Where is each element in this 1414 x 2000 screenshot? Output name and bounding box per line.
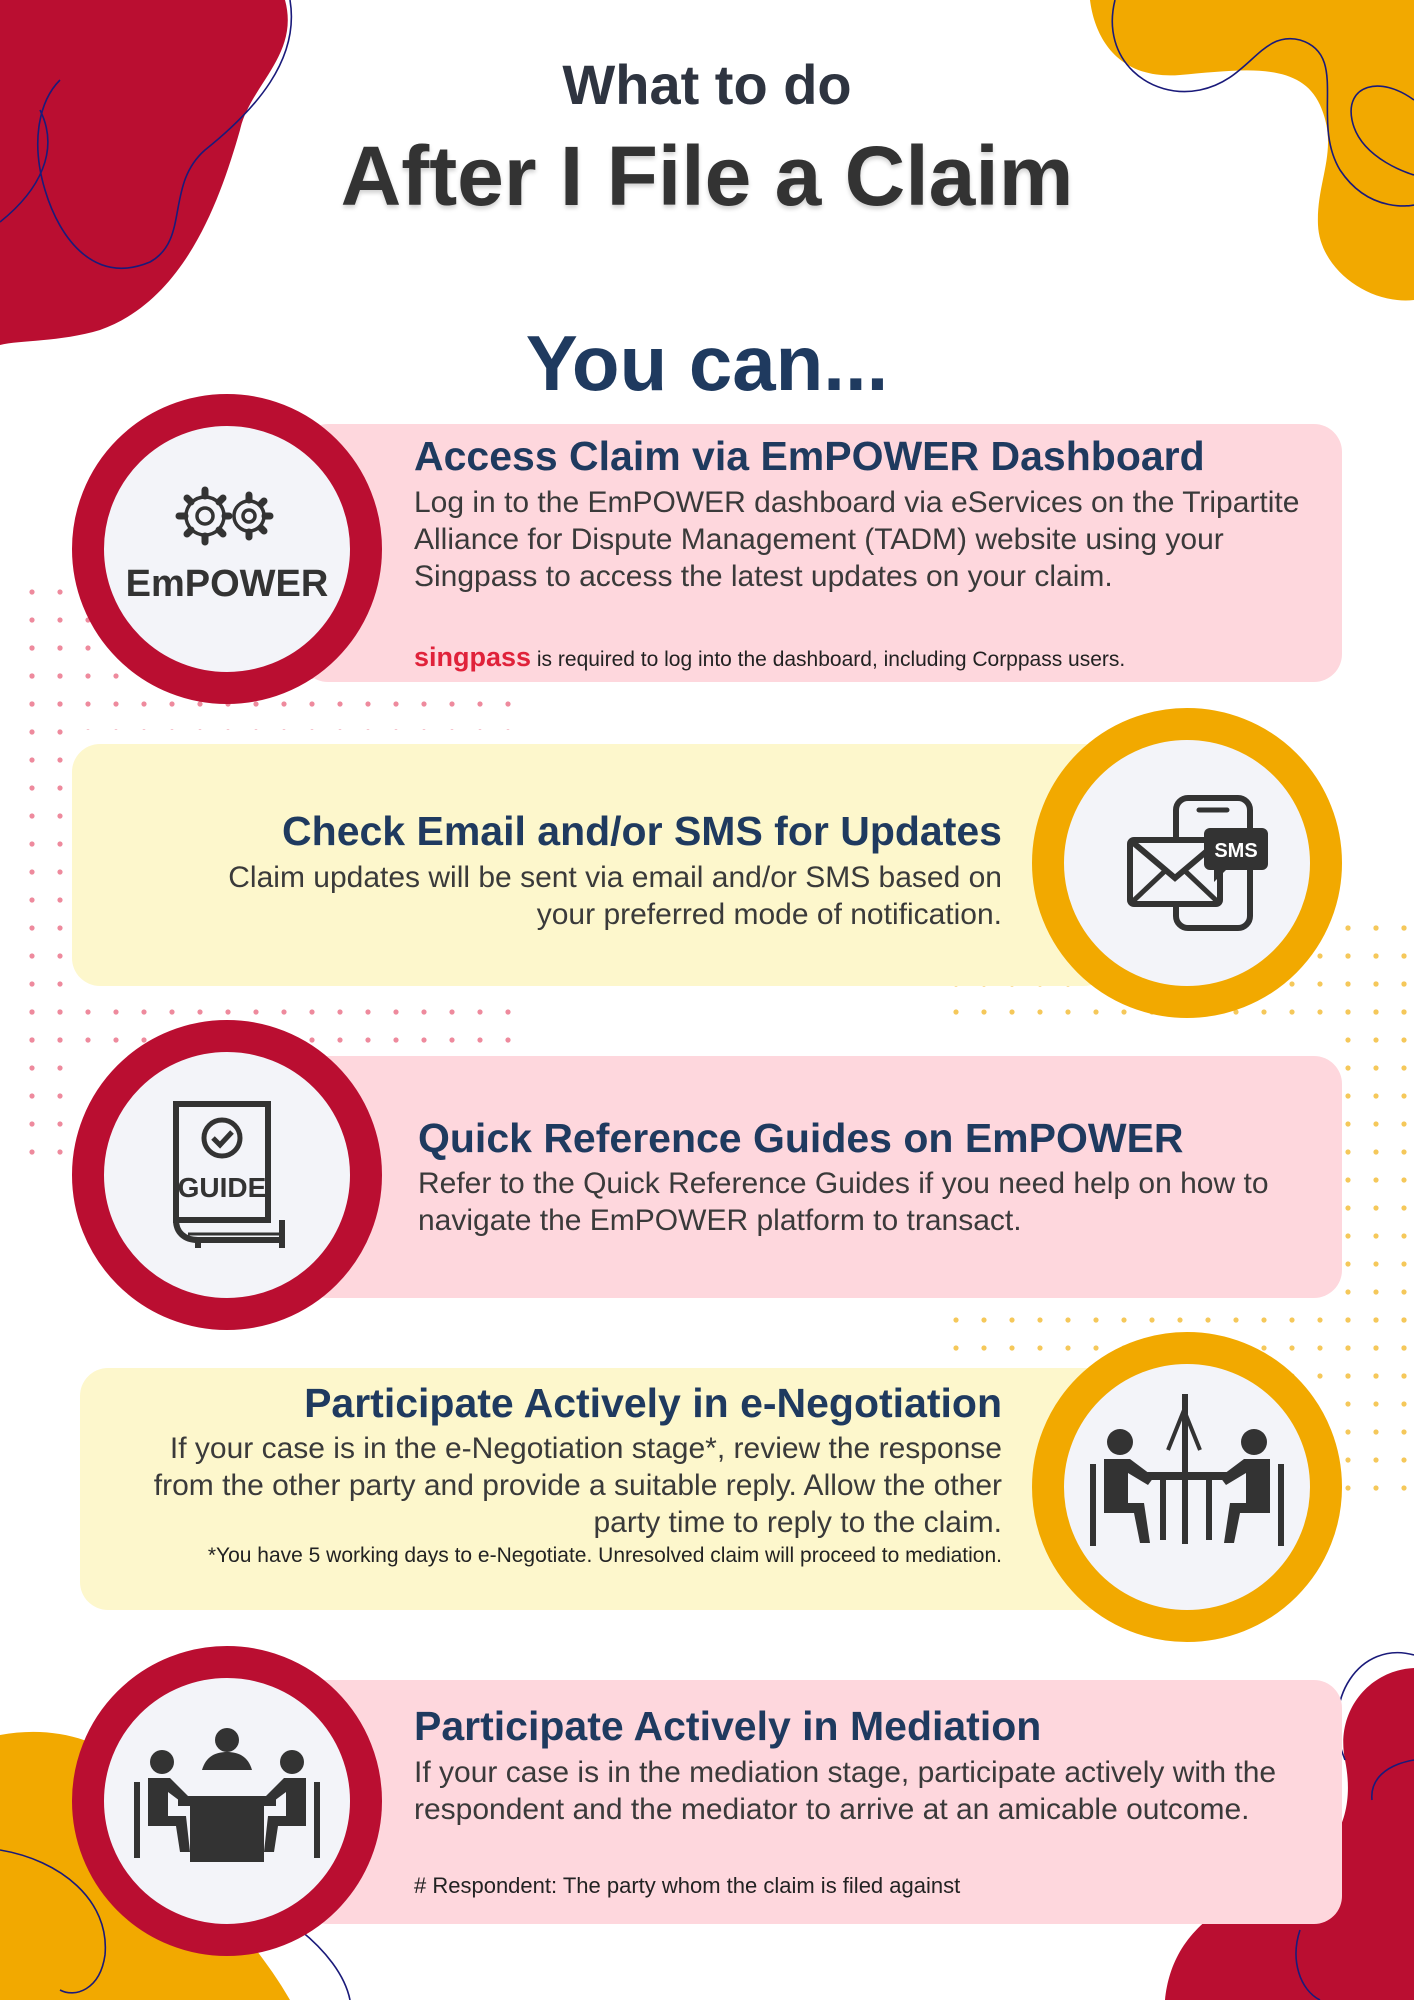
card-title: Access Claim via EmPOWER Dashboard — [414, 433, 1205, 479]
gears-icon — [104, 426, 350, 672]
email-sms-icon — [1064, 740, 1310, 986]
card-title: Check Email and/or SMS for Updates — [282, 808, 1002, 854]
card-body: Refer to the Quick Reference Guides if you need help on how to navigate the EmPOWER platform to transact. — [418, 1167, 1269, 1237]
card-body: Log in to the EmPOWER dashboard via eServices on the Tripartite Alliance for Dispute Management (TADM) website using your Singpass to access the latest updates on your claim. — [414, 486, 1300, 593]
singpass-note-text: is required to log into the dashboard, including Corppass users. — [536, 648, 1126, 671]
section-intro: You can... — [525, 319, 889, 407]
mediation-meeting-icon — [104, 1678, 350, 1924]
card-title: Quick Reference Guides on EmPOWER — [418, 1115, 1184, 1161]
sms-bubble-label: SMS — [1214, 840, 1258, 862]
page-kicker: What to do — [562, 53, 852, 116]
guide-icon-label: GUIDE — [177, 1172, 267, 1203]
empower-icon-ring — [72, 394, 382, 704]
card-title: Participate Actively in Mediation — [414, 1703, 1042, 1749]
guide-icon-ring — [72, 1020, 382, 1330]
card-body: If your case is in the mediation stage, participate actively with the respondent and the mediator to arrive at an amicable outcome. — [414, 1756, 1277, 1826]
page-title: After I File a Claim — [340, 129, 1074, 223]
guide-book-icon — [104, 1052, 350, 1298]
negotiation-icon — [1064, 1364, 1310, 1610]
card-note — [414, 642, 1334, 675]
negotiation-icon-ring — [1032, 1332, 1342, 1642]
singpass-logo: singpass — [414, 642, 532, 672]
card-note: # Respondent: The party whom the claim is filed against — [414, 1873, 961, 1898]
empower-icon-label: EmPOWER — [125, 563, 329, 605]
card-body: If your case is in the e-Negotiation stage*, review the response from the other party and provide a suitable reply. Allow the other party time to reply to the claim. — [153, 1432, 1002, 1539]
email-sms-icon-ring — [1032, 708, 1342, 1018]
mediation-icon-ring — [72, 1646, 382, 1956]
card-title: Participate Actively in e-Negotiation — [304, 1380, 1002, 1426]
card-note: *You have 5 working days to e-Negotiate. Unresolved claim will proceed to mediation. — [207, 1544, 1002, 1567]
card-body: Claim updates will be sent via email and/or SMS based on your preferred mode of notification. — [228, 861, 1002, 931]
